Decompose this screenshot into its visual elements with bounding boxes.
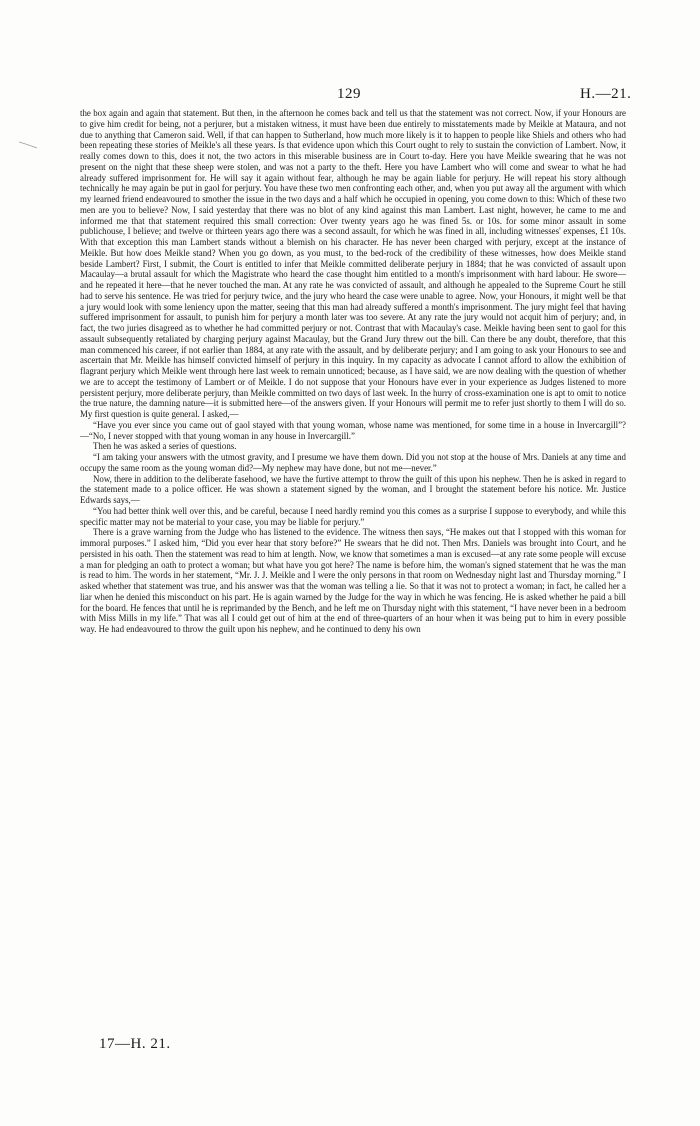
margin-pencil-mark [18,140,38,150]
paragraph: There is a grave warning from the Judge who has listened to the evidence. The witness then says, “He makes out that I stopped with this woman for immoral purposes.” I asked him, “Did you ever hear that story before?” He swears that he did not. Then Mrs. Daniels was brought into Court, and he persisted in his oath. Then the statement was read to him at length. Now, we know that sometimes a man is excused—at any rate some people will excuse a man for pledging an oath to protect a woman; but what have you got here? The name is before him, the woman's signed statement that he was the man is read to him. The words in her statement, “Mr. J. J. Meikle and I were the only persons in that room on Wednesday night last and Thursday morning.” I asked whether that statement was true, and his answer was that the woman was telling a lie. So that it was not to protect a woman; in fact, he called her a liar when he denied this misconduct on his part. He is again warned by the Judge for the way in which he was fencing. He is asked whether he paid a bill for the board. He fences that until he is reprimanded by the Bench, and he left me on Thursday night with this statement, “I have never been in a bedroom with Miss Mills in my life.” That was all I could get out of him at the end of three-quarters of an hour when it was being put to him in every possible way. He had endeavoured to throw the guilt upon his nephew, and he continued to deny his own [80,527,626,634]
paragraph: “I am taking your answers with the utmost gravity, and I presume we have them down. Did you not stop at the house of Mrs. Daniels at any time and occupy the same room as the young woman did?—My nephew may have done, but not me—never.” [80,452,626,473]
body-text [80,108,626,635]
paragraph: Now, there in addition to the deliberate fasehood, we have the furtive attempt to throw the guilt of this upon his nephew. Then he is asked in regard to the statement made to a police officer. He was shown a statement signed by the woman, and I brought the statement before his notice. Mr. Justice Edwards says,— [80,473,626,505]
paragraph: Then he was asked a series of questions. [93,441,237,452]
paragraph: “Have you ever since you came out of gaol stayed with that young woman, whose name was mentioned, for some time in a house in Invercargill”?—“No, I never stopped with that young woman in any house in Invercargill.” [80,419,626,441]
page-footer: 17—H. 21. [99,1036,171,1052]
document-reference: H.—21. [580,86,632,102]
paragraph: the box again and again that statement. But then, in the afternoon he comes back and tell us that the statement was not correct. Now, if your Honours are to give him credit for being, not a perjurer, but a mistaken witness, it must have been due entirely to misstatements made by Meikle at Mataura, and not due to anything that Cameron said. Well, if that can happen to Sutherland, how much more likely is it to happen to people like Shiels and others who had been repeating these stories of Meikle's all these years. Is that evidence upon which this Court ought to rely to sustain the conviction of Lambert. Now, it really comes down to this, does it not, the two actors in this miserable business are in Court to-day. Here you have Meikle swearing that he was not present on the night that these sheep were stolen, and was not a party to the theft. Here you have Lambert who will come and swear to what he had already suffered imprisonment for. He will say it again without fear, although he may be again liable for perjury. He will repeat his story although technically he may again be put in gaol for perjury. You have these two men confronting each other, and, when you put away all the argument with which my learned friend endeavoured to smother the issue in the two days and a half which he occupied in opening, you come down to this: Which of these two men are you to believe? Now, I said yesterday that there was no blot of any kind against this man Lambert. Last night, however, he came to me and informed me that that statement required this small correction: Over twenty years ago he was fined 5s. or 10s. for some minor assault in some publichouse, I believe; and twelve or thirteen years ago there was a second assault, for which he was fined in all, including witnesses' expenses, £1 10s. With that exception this man Lambert stands without a blemish on his character. He has never been charged with perjury, except at the instance of Meikle. But how does Meikle stand? When you go down, as you must, to the bed-rock of the credibility of these witnesses, how does Meikle stand beside Lambert? First, I submit, the Court is entitled to infer that Meikle committed deliberate perjury in 1884; that he was convicted of assault upon Macaulay—a brutal assault for which the Magistrate who heard the case thought him entitled to a month's imprisonment with hard labour. He swore—and he repeated it here—that he never touched the man. At any rate he was convicted of assault, and although he appealed to the Supreme Court he still had to serve his sentence. He was tried for perjury twice, and the jury who heard the case were unable to agree. Now, your Honours, it might well be that a jury would look with some leniency upon the matter, seeing that this man had already suffered a month's imprisonment. The jury might feel that having suffered imprisonment for assault, to punish him for perjury a month later was too severe. At any rate the jury would not acquit him of perjury; and, in fact, the two juries disagreed as to whether he had committed perjury or not. Contrast that with Macaulay's case. Meikle having been sent to gaol for this assault subsequently retaliated by charging perjury against Macaulay, but the Grand Jury threw out the bill. Can there be any doubt, therefore, that this man commenced his career, if not earlier than 1884, at any rate with the assault, and by deliberate perjury; and I am going to ask your Honours to see and ascertain that Mr. Meikle has himself convicted himself of perjury in this inquiry. In my capacity as advocate I cannot afford to allow the exhibition of flagrant perjury which Meikle went through here last week to remain unnoticed; because, as I have said, we are now dealing with the question of whether we are to accept the testimony of Lambert or of Meikle. I do not suppose that your Honours have ever in your experience as Judges listened to more persistent perjury, more deliberate perjury, than Meikle committed on two days of last week. In the hurry of cross-examination one is apt to omit to notice the true nature, the damning nature—it is submitted here—of the answers given. If your Honours will permit me to refer just shortly to them I will do so. My first question is quite general. I asked,— [80,108,626,419]
page-header [0,86,700,106]
paragraph: “You had better think well over this, and be careful, because I need hardly remind you this comes as a surprise I suppose to everybody, and while this specific matter may not be material to your case, you may be liable for perjury.” [80,505,626,527]
page-number: 129 [337,86,361,102]
